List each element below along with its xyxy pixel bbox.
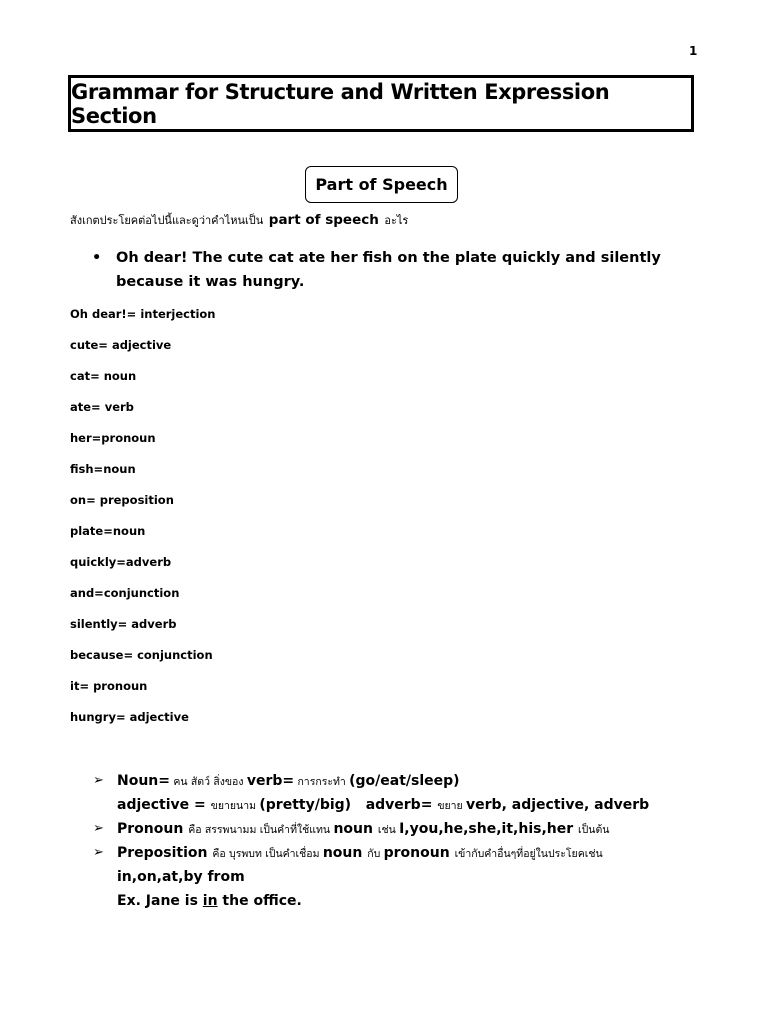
pronoun-thai-1: คือ สรรพนามม เป็นคำที่ใช้แทน bbox=[188, 824, 334, 836]
preposition-thai-1: คือ บุรพบท เป็นคำเชื่อม bbox=[212, 848, 323, 860]
page-number: 1 bbox=[689, 44, 698, 58]
list-item: cat= noun bbox=[70, 369, 137, 383]
list-item: on= preposition bbox=[70, 493, 174, 507]
preposition-thai-2: กับ bbox=[367, 848, 384, 860]
example-sentence-text: Oh dear! The cute cat ate her fish on the plate quickly and silently because it was hungry. bbox=[116, 250, 661, 290]
preposition-label: Preposition bbox=[117, 845, 213, 861]
note-pronoun bbox=[93, 818, 713, 842]
preposition-noun-word: noun bbox=[322, 845, 368, 861]
bullet-icon: • bbox=[92, 250, 102, 266]
arrow-bullet-icon: ➢ bbox=[93, 821, 104, 836]
instruction-thai-prefix: สังเกตประโยคต่อไปนี้และดูว่าคำไหนเป็น bbox=[70, 214, 264, 227]
verb-thai: การกระทำ bbox=[294, 776, 350, 788]
arrow-bullet-icon: ➢ bbox=[93, 845, 104, 860]
section-heading-text: Part of Speech bbox=[315, 175, 448, 194]
pronoun-noun-word: noun bbox=[333, 821, 378, 837]
instruction bbox=[70, 211, 408, 229]
adverb-thai: ขยาย bbox=[437, 800, 467, 812]
list-item: silently= adverb bbox=[70, 617, 177, 631]
adverb-label: adverb= bbox=[365, 797, 438, 813]
adjective-thai: ขยายนาม bbox=[210, 800, 260, 812]
adverb-examples: verb, adjective, adverb bbox=[466, 797, 650, 813]
title-text: Grammar for Structure and Written Expression Section bbox=[71, 79, 610, 128]
list-item: her=pronoun bbox=[70, 431, 156, 445]
list-item: ate= verb bbox=[70, 400, 134, 414]
list-item: hungry= adjective bbox=[70, 710, 189, 724]
instruction-thai-suffix: อะไร bbox=[384, 214, 409, 227]
note-adjective-adverb bbox=[93, 794, 713, 818]
verb-examples: (go/eat/sleep) bbox=[349, 773, 460, 789]
pronoun-label: Pronoun bbox=[117, 821, 189, 837]
list-item: and=conjunction bbox=[70, 586, 180, 600]
verb-label: verb= bbox=[246, 773, 295, 789]
grammar-notes bbox=[93, 770, 713, 914]
list-item: cute= adjective bbox=[70, 338, 172, 352]
preposition-pronoun-word: pronoun bbox=[383, 845, 455, 861]
pronoun-thai-2: เช่น bbox=[377, 824, 400, 836]
adjective-label: adjective = bbox=[117, 797, 211, 813]
note-noun-verb bbox=[93, 770, 713, 794]
list-item: quickly=adverb bbox=[70, 555, 172, 569]
noun-thai: คน สัตว์ สิ่งของ bbox=[170, 776, 247, 788]
pronoun-examples: I,you,he,she,it,his,her bbox=[399, 821, 579, 837]
example-suffix: the office. bbox=[217, 893, 302, 909]
note-preposition-examples bbox=[93, 866, 713, 890]
parts-of-speech-list bbox=[70, 305, 216, 739]
preposition-examples: in,on,at,by from bbox=[117, 869, 245, 885]
note-example-sentence bbox=[93, 890, 713, 914]
instruction-emphasis: part of speech bbox=[268, 212, 379, 228]
note-preposition bbox=[93, 842, 713, 866]
preposition-thai-3: เข้ากับคำอื่นๆที่อยู่ในประโยคเช่น bbox=[454, 848, 603, 860]
example-highlight: in bbox=[202, 893, 218, 909]
example-prefix: Ex. Jane is bbox=[117, 893, 203, 909]
list-item: Oh dear!= interjection bbox=[70, 307, 216, 321]
list-item: plate=noun bbox=[70, 524, 146, 538]
section-heading bbox=[305, 166, 458, 203]
document-title bbox=[68, 75, 694, 132]
list-item: because= conjunction bbox=[70, 648, 213, 662]
list-item: fish=noun bbox=[70, 462, 136, 476]
pronoun-thai-3: เป็นต้น bbox=[578, 824, 610, 836]
list-item: it= pronoun bbox=[70, 679, 148, 693]
noun-label: Noun= bbox=[117, 773, 170, 789]
arrow-bullet-icon: ➢ bbox=[93, 773, 104, 788]
adjective-examples: (pretty/big) bbox=[259, 797, 352, 813]
